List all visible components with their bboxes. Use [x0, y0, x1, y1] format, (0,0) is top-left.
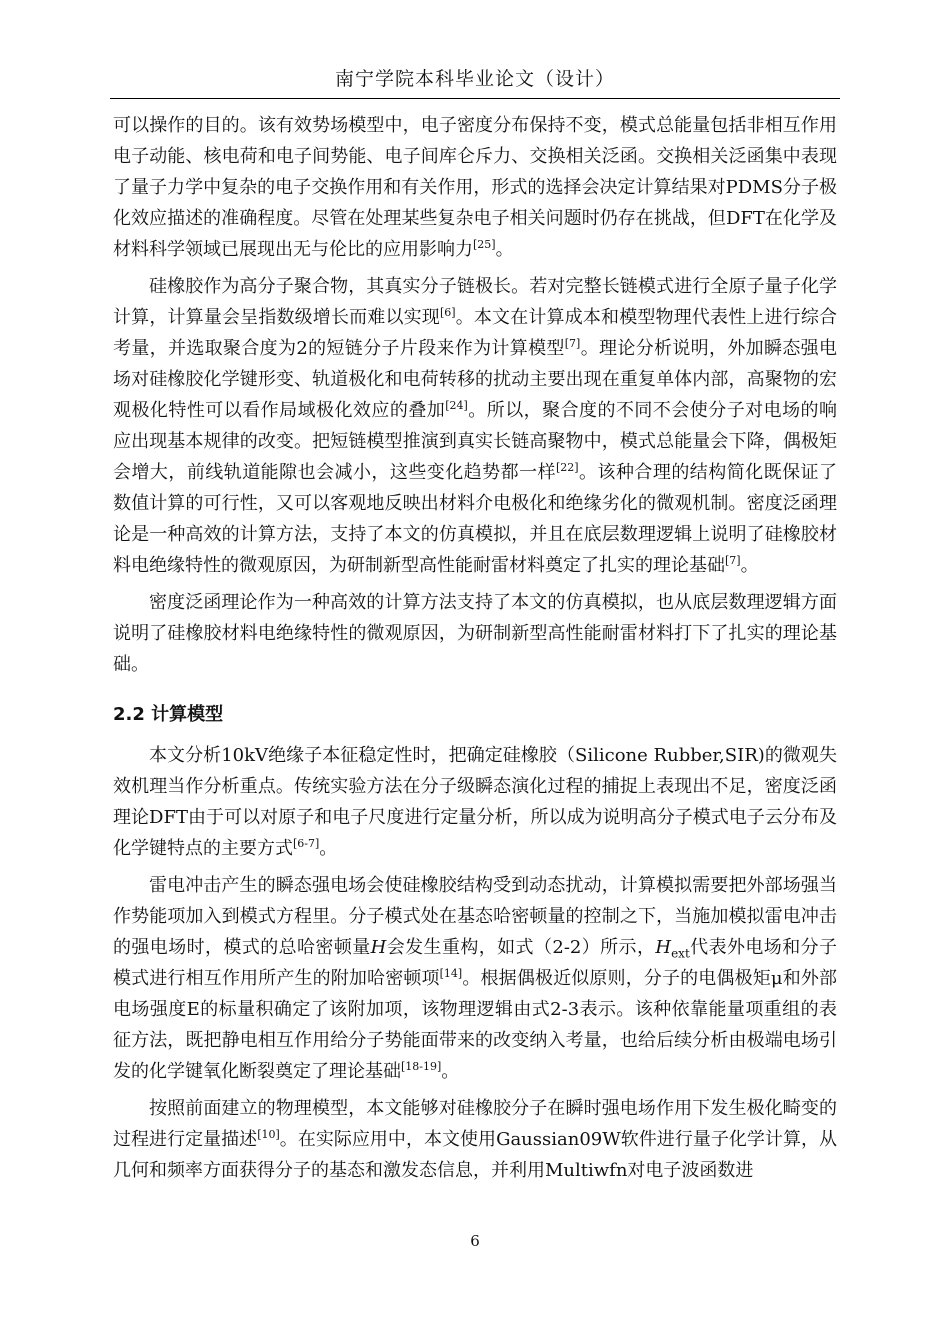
text-run: 。该种合理的结构简化既保证了数值计算的可行性，又可以客观地反映出材料介电极化和绝缘劣化的微观机制。密度泛函理论是一种高效的计算方法，支持了本文的仿真模拟，并且在底层数理逻辑上说明了硅橡胶材料电绝缘特性的微观原因，为研制新型高性能耐雷材料奠定了扎实的理论基础 — [113, 462, 838, 576]
text-run: 。 — [441, 1061, 460, 1082]
citation: [10] — [257, 1128, 280, 1141]
header-title: 南宁学院本科毕业论文（设计） — [334, 68, 615, 90]
citation: [6-7] — [293, 837, 320, 850]
math-variable: H — [655, 937, 672, 958]
paragraph-5 — [113, 870, 837, 1087]
text-run: 。根据偶极近似原则，分子的电偶极矩μ和外部电场强度E的标量积确定了该附加项，该物理逻辑由式2-3表示。该种依靠能量项重组的表征方法，既把静电相互作用给分子势能面带来的改变纳入考量，也给后续分析由极端电场引发的化学键氧化断裂奠定了理论基础 — [113, 968, 838, 1082]
paragraph-2 — [113, 271, 837, 581]
text-run: 雷电冲击产生的瞬态强电场会使硅橡胶结构受到动态扰动，计算模拟需要把外部场强当作势能项加入到模式方程里。分子模式处在基态哈密顿量的控制之下，当施加模拟雷电冲击的强电场时，模式的总哈密顿量 — [113, 875, 837, 958]
page-body — [113, 110, 837, 1192]
text-run: 。所以，聚合度的不同不会使分子对电场的响应出现基本规律的改变。把短链模型推演到真实长链高聚物中，模式总能量会下降，偶极矩会增大，前线轨道能隙也会减小，这些变化趋势都一样 — [113, 400, 838, 483]
text-run: 按照前面建立的物理模型，本文能够对硅橡胶分子在瞬时强电场作用下发生极化畸变的过程进行定量描述 — [113, 1098, 837, 1150]
text-run: 可以操作的目的。该有效势场模型中，电子密度分布保持不变，模式总能量包括非相互作用电子动能、核电荷和电子间势能、电子间库仑斥力、交换相关泛函。交换相关泛函集中表现了量子力学中复杂的电子交换作用和有关作用，形式的选择会决定计算结果对PDMS分子极化效应描述的准确程度。尽管在处理某些复杂电子相关问题时仍存在挑战，但DFT在化学及材料科学领域已展现出无与伦比的应用影响力 — [113, 115, 837, 260]
text-run: 。理论分析说明，外加瞬态强电场对硅橡胶化学键形变、轨道极化和电荷转移的扰动主要出现在重复单体内部，高聚物的宏观极化特性可以看作局域极化效应的叠加 — [113, 338, 838, 421]
section-heading: 2.2 计算模型 — [113, 704, 224, 725]
text-run: 。 — [319, 838, 338, 859]
paragraph-3 — [113, 587, 837, 680]
text-run: 密度泛函理论作为一种高效的计算方法支持了本文的仿真模拟，也从底层数理逻辑方面说明了硅橡胶材料电绝缘特性的微观原因，为研制新型高性能耐雷材料打下了扎实的理论基础。 — [113, 592, 837, 675]
text-run: 代表外电场和分子模式进行相互作用所产生的附加哈密顿项 — [113, 937, 838, 989]
text-run: 。 — [495, 239, 514, 260]
math-variable: H — [370, 937, 387, 958]
citation: [25] — [473, 238, 496, 251]
page-number: 6 — [470, 1232, 480, 1250]
text-run: 。在实际应用中，本文使用Gaussian09W软件进行量子化学计算，从几何和频率方面获得分子的基态和激发态信息，并利用Multiwfn对电子波函数进 — [113, 1129, 837, 1181]
citation: [6] — [439, 306, 456, 319]
paragraph-4 — [113, 740, 837, 864]
text-run: 。 — [740, 555, 759, 576]
citation: [18-19] — [401, 1060, 442, 1073]
page-footer — [0, 1232, 950, 1250]
citation: [7] — [564, 337, 581, 350]
paragraph-6 — [113, 1093, 837, 1186]
paragraph-1 — [113, 110, 837, 265]
citation: [24] — [445, 399, 468, 412]
math-subscript: ext — [671, 946, 690, 961]
text-run: 。本文在计算成本和模型物理代表性上进行综合考量，并选取聚合度为2的短链分子片段来作为计算模型 — [113, 307, 838, 359]
citation: [22] — [556, 461, 579, 474]
text-run: 本文分析10kV绝缘子本征稳定性时，把确定硅橡胶（Silicone Rubber,SIR)的微观失效机理当作分析重点。传统实验方法在分子级瞬态演化过程的捕捉上表现出不足，密度泛函理论DFT由于可以对原子和电子尺度进行定量分析，所以成为说明高分子模式电子云分布及化学键特点的主要方式 — [113, 745, 837, 859]
page-header — [110, 64, 840, 99]
text-run: 会发生重构，如式（2-2）所示， — [386, 937, 656, 958]
citation: [14] — [439, 967, 463, 980]
text-run: 硅橡胶作为高分子聚合物，其真实分子链极长。若对完整长链模式进行全原子量子化学计算，计算量会呈指数级增长而难以实现 — [113, 276, 837, 328]
citation: [7] — [725, 554, 741, 567]
